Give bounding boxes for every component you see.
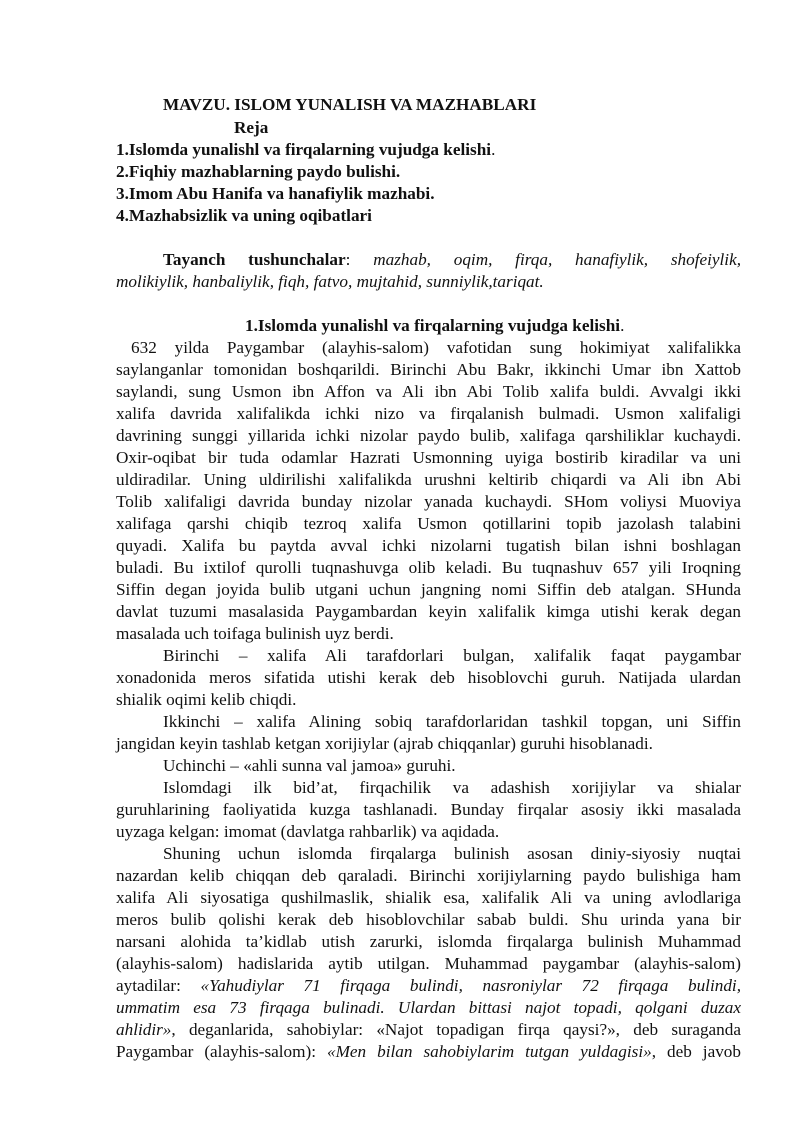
paragraph-line: quyadi. Xalifa bu paytda avval ichki nizolarni tugatish bilan ishni boshlagan xyxy=(116,536,741,555)
paragraph-line: xalifa Ali siyosatiga qushilmaslik, shialik esa, xalifalik Ali va uning avlodlariga xyxy=(116,888,741,907)
paragraph-line: saylandi, sung Usmon ibn Affon va Ali ibn Abi Tolib xalifa buldi. Avvalgi ikki xyxy=(116,382,741,401)
section-heading xyxy=(245,315,624,337)
paragraph-line: davlat tuzumi masalasida Paygambardan keyin xalifalik kimga utishi kerak degan xyxy=(116,602,741,621)
hadith-quote: ahlidir» xyxy=(116,1020,172,1039)
quote-lead: aytadilar: xyxy=(116,976,201,995)
paragraph-line xyxy=(116,975,741,998)
paragraph-line: (alayhis-salom) hadislarida aytib utilgan. Muhammad paygambar (alayhis-salom) xyxy=(116,954,741,973)
hadith-quote: ummatim esa 73 firqaga bulinadi. Ulardan bittasi najot topadi, qolgani duzax xyxy=(116,998,741,1017)
paragraph-line: Siffin degan joyida bulib utgani uchun jangning nomi Siffin deb atalgan. SHunda xyxy=(116,580,741,599)
plan-item-suffix: . xyxy=(491,140,496,159)
paragraph-line: uyzaga kelgan: imomat (davlatga rahbarlik) va aqidada. xyxy=(116,822,500,841)
paragraph-text: Paygambar (alayhis-salom): xyxy=(116,1042,327,1061)
paragraph-line: nazardan kelib chiqqan deb qaraladi. Birinchi xorijiylarning paydo bulishiga ham xyxy=(116,866,741,885)
concepts-list: mazhab, oqim, firqa, hanafiylik, shofeiylik, xyxy=(373,250,741,269)
paragraph-line: davrining sunggi yillarida ichki nizolar paydo bulib, xalifaga qarshiliklar kuchaydi. xyxy=(116,426,741,445)
plan-label: Reja xyxy=(234,118,269,137)
paragraph-line: buladi. Bu ixtilof qurolli tuqnashuvga olib keladi. Bu tuqnashuv 657 yili Iroqning xyxy=(116,558,741,577)
section-heading-text: 1.Islomda yunalishl va firqalarning vujudga kelishi xyxy=(245,316,621,335)
paragraph-line: shialik oqimi kelib chiqdi. xyxy=(116,690,297,709)
paragraph-line: jangidan keyin tashlab ketgan xorijiylar (ajrab chiqqanlar) guruhi hisoblanadi. xyxy=(116,734,653,753)
paragraph-line: Birinchi – xalifa Ali tarafdorlari bulgan, xalifalik faqat paygambar xyxy=(163,646,741,665)
paragraph-line xyxy=(116,1019,741,1042)
paragraph-line: guruhlarining faoliyatida kuzga tashlanadi. Bunday firqalar asosiy ikki masalada xyxy=(116,800,741,819)
plan-item xyxy=(116,139,495,161)
section-heading-suffix: . xyxy=(620,316,625,335)
concepts-colon: : xyxy=(345,250,351,269)
plan-item-text: 1.Islomda yunalishl va firqalarning vujudga kelishi xyxy=(116,140,492,159)
document-title: MAVZU. ISLOM YUNALISH VA MAZHABLARI xyxy=(163,95,537,114)
paragraph-line: uldiradilar. Uning uldirilishi xalifalikda urushni keltirib chiqardi va Ali ibn Abi xyxy=(116,470,741,489)
concepts-line xyxy=(163,249,741,272)
plan-item: 3.Imom Abu Hanifa va hanafiylik mazhabi. xyxy=(116,184,435,203)
paragraph-line: xalifa davrida xalifalikda ichki nizo va firqalanish bulmadi. Usmon xalifaligi xyxy=(116,404,741,423)
paragraph-line: Uchinchi – «ahli sunna val jamoa» guruhi. xyxy=(163,756,456,775)
concepts-label: Tayanch tushunchalar xyxy=(163,250,346,269)
paragraph-line: narsani alohida ta’kidlab utish zarurki, islomda firqalarga bulinish Muhammad xyxy=(116,932,741,951)
paragraph-line xyxy=(116,1041,741,1064)
plan-item: 2.Fiqhiy mazhablarning paydo bulishi. xyxy=(116,162,401,181)
paragraph-text: , deganlarida, sahobiylar: «Najot topadigan firqa qaysi?», deb suraganda xyxy=(171,1020,741,1039)
paragraph-line: xalifaga qarshi chiqib tezroq xalifa Usmon qotillarini topib jazolash talabini xyxy=(116,514,741,533)
paragraph-line: 632 yilda Paygambar (alayhis-salom) vafotidan sung hokimiyat xalifalikka xyxy=(131,338,741,357)
paragraph-line: Tolib xalifaligi davrida bunday nizolar yanada kuchaydi. SHom voliysi Muoviya xyxy=(116,492,741,511)
paragraph-line: xonadonida meros sifatida utishi kerak deb hisoblovchi guruh. Natijada ulardan xyxy=(116,668,741,687)
paragraph-text: , deb javob xyxy=(651,1042,741,1061)
paragraph-line: masalada uch toifaga bulinish uyz berdi. xyxy=(116,624,394,643)
paragraph-line: meros bulib qolishi kerak deb hisoblovchilar sabab buldi. Shu urinda yana bir xyxy=(116,910,741,929)
paragraph-line: Ikkinchi – xalifa Alining sobiq tarafdorlaridan tashkil topgan, uni Siffin xyxy=(163,712,741,731)
concepts-line: molikiylik, hanbaliylik, fiqh, fatvo, mujtahid, sunniylik,tariqat. xyxy=(116,272,544,291)
paragraph-line: saylanganlar tomonidan boshqarildi. Birinchi Abu Bakr, ikkinchi Umar ibn Xattob xyxy=(116,360,741,379)
paragraph-line: Islomdagi ilk bid’at, firqachilik va adashish xorijiylar va shialar xyxy=(163,778,741,797)
paragraph-line: Oxir-oqibat bir tuda odamlar Hazrati Usmonning uyiga bostirib kiradilar va uni xyxy=(116,448,741,467)
plan-item: 4.Mazhabsizlik va uning oqibatlari xyxy=(116,206,372,225)
hadith-quote: «Yahudiylar 71 firqaga bulindi, nasroniylar 72 firqaga bulindi, xyxy=(200,976,741,995)
paragraph-line: Shuning uchun islomda firqalarga bulinish asosan diniy-siyosiy nuqtai xyxy=(163,844,741,863)
hadith-quote: «Men bilan sahobiylarim tutgan yuldagisi» xyxy=(327,1042,652,1061)
